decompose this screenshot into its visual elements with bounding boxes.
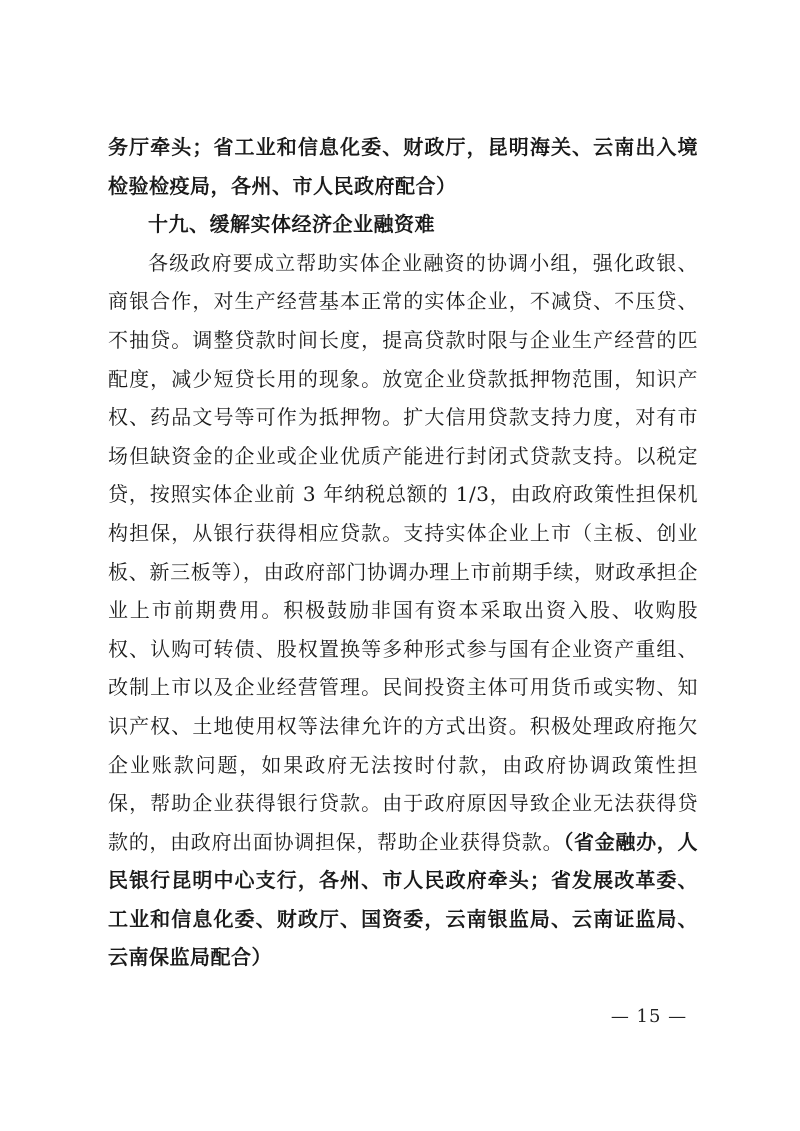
body-main-text: 各级政府要成立帮助实体企业融资的协调小组，强化政银、商银合作，对生产经营基本正常的实体企业，不减贷、不压贷、不抽贷。调整贷款时间长度，提高贷款时限与企业生产经营的匹配度，减少短贷长用的现象。放宽企业贷款抵押物范围，知识产权、药品文号等可作为抵押物。扩大信用贷款支持力度，对有市场但缺资金的企业或企业优质产能进行封闭式贷款支持。以税定贷，按照实体企业前 3 年纳税总额的 1/3，由政府政策性担保机构担保，从银行获得相应贷款。支持实体企业上市（主板、创业板、新三板等），由政府部门协调办理上市前期手续，财政承担企业上市前期费用。积极鼓励非国有资本采取出资入股、收购股权、认购可转债、股权置换等多种形式参与国有企业资产重组、改制上市以及企业经营管理。民间投资主体可用货币或实物、知识产权、土地使用权等法律允许的方式出资。积极处理政府拖欠企业账款问题，如果政府无法按时付款，由政府协调政策性担保，帮助企业获得银行贷款。由于政府原因导致企业无法获得贷款的，由政府出面协调担保，帮助企业获得贷款。 xyxy=(108,250,698,854)
body-responsible-text: （省金融办，人民银行昆明中心支行，各州、市人民政府牵头；省发展改革委、工业和信息化委、财政厅、国资委，云南银监局、云南证监局、云南保监局配合） xyxy=(108,829,699,970)
section-heading: 十九、缓解实体经济企业融资难 xyxy=(148,212,435,237)
page-number: — 15 — xyxy=(610,1006,688,1027)
page-content xyxy=(108,128,698,977)
continuation-paragraph: 务厅牵头；省工业和信息化委、财政厅，昆明海关、云南出入境检验检疫局，各州、市人民政府配合） xyxy=(108,135,698,198)
body-paragraph xyxy=(108,244,698,977)
